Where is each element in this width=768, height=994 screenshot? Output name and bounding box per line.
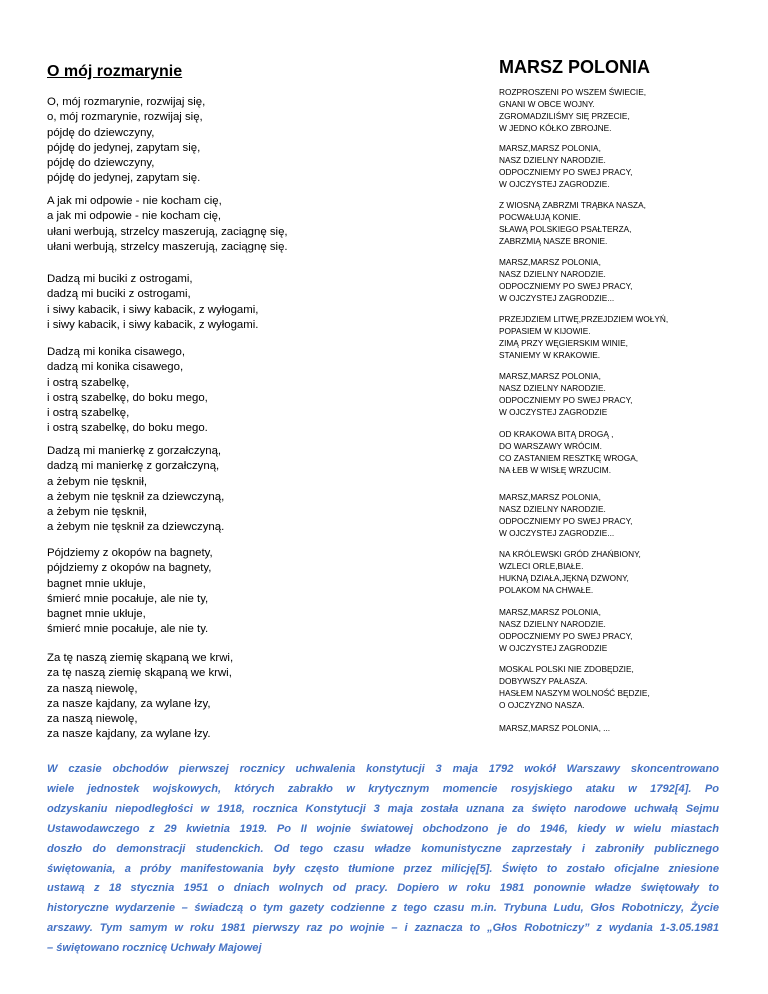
lyric-line: i siwy kabacik, i siwy kabacik, z wyłogami, [47, 303, 259, 316]
stanza [47, 272, 258, 333]
lyric-line: ODPOCZNIEMY PO SWEJ PRACY, [499, 630, 633, 641]
history-line: ustawą z 18 stycznia 1951 o dniach wolnych od pracy. Dopiero w roku 1981 ponownie władze świętowały to [47, 882, 719, 895]
stanza [47, 651, 233, 743]
lyric-line: Za tę naszą ziemię skąpaną we krwi, [47, 652, 234, 664]
lyric-line: HASŁEM NASZYM WOLNOŚĆ BĘDZIE, [499, 687, 650, 698]
lyric-line: PRZEJDZIEM LITWĘ,PRZEJDZIEM WOŁYŃ, [499, 314, 669, 324]
lyric-line: NA ŁEB W WISŁĘ WRZUCIM. [499, 464, 612, 475]
history-line: wiele jednostek wojskowych, których zabrakło w krytycznym momencie rosyjskiego ataku w 1792[4]. Po [47, 782, 719, 795]
lyric-line: MARSZ,MARSZ POLONIA, [499, 257, 601, 267]
lyric-line: WZLECI ORLE,BIAŁE. [499, 560, 584, 571]
lyric-line: Dadzą mi konika cisawego, [47, 346, 186, 358]
lyric-line: HUKNĄ DZIAŁA,JĘKNĄ DZWONY, [499, 572, 629, 583]
lyric-line: CO ZASTANIEM RESZTKĘ WROGA, [499, 452, 639, 463]
lyric-line: W OJCZYSTEJ ZAGRODZIE... [499, 292, 615, 303]
lyric-line: a jak mi odpowie - nie kocham cię, [47, 210, 222, 223]
lyric-line: pójdę do dziewczyny, [47, 126, 155, 139]
history-line: świętowania, a próby manifestowania były często tłumione przez milicję[5]. Święto to zostało oficjalne zniesione [47, 862, 719, 875]
lyric-line: ODPOCZNIEMY PO SWEJ PRACY, [499, 166, 633, 177]
lyric-line: NASZ DZIELNY NARODZIE. [499, 503, 606, 514]
lyric-line: dadzą mi buciki z ostrogami, [47, 288, 191, 301]
lyric-line: GNANI W OBCE WOJNY. [499, 98, 595, 109]
stanza [47, 194, 288, 255]
stanza [499, 200, 646, 248]
lyric-line: a żebym nie tęsknił za dziewczyną. [47, 521, 225, 534]
lyric-line: i siwy kabacik, i siwy kabacik, z wyłogami. [47, 318, 259, 331]
history-line: Ustawodawczego z 29 kwietnia 1919. Po II wojnie światowej obchodzono je do 1946, kiedy w wielu miastach [47, 822, 719, 835]
lyric-line: MARSZ,MARSZ POLONIA, [499, 371, 601, 381]
lyric-line: ułani werbują, strzelcy maszerują, zaciągnę się, [47, 225, 288, 238]
history-line: – świętowano rocznicę Uchwały Majowej [47, 942, 262, 955]
lyric-line: Dadzą mi buciki z ostrogami, [47, 273, 193, 285]
song-title-rozmarynie: O mój rozmarynie [47, 63, 183, 80]
lyric-line: Z WIOSNĄ ZABRZMI TRĄBKA NASZA, [499, 200, 646, 210]
lyric-line: W JEDNO KÓŁKO ZBROJNE. [499, 122, 612, 133]
lyric-line: pójdę do jedynej, zapytam się. [47, 172, 201, 185]
lyric-line: za naszą niewolę, [47, 682, 138, 695]
lyric-line: NA KRÓLEWSKI GRÓD ZHAŃBIONY, [499, 549, 641, 559]
history-line: W czasie obchodów pierwszej rocznicy uchwalenia konstytucji 3 maja 1792 wokół Warszawy skoncentrowano [47, 763, 719, 775]
stanza [499, 143, 632, 191]
lyric-line: ZABRZMIĄ NASZE BRONIE. [499, 235, 608, 246]
history-line: arszawy. Tym samym w roku 1981 pierwszy raz po wojnie – i zaznacza to „Głos Robotniczy” z wydania 1-3.05.1981 [47, 922, 719, 935]
lyric-line: a żebym nie tęsknił za dziewczyną, [47, 490, 225, 503]
lyric-line: POLAKOM NA CHWAŁE. [499, 584, 594, 595]
lyric-line: ROZPROSZENI PO WSZEM ŚWIECIE, [499, 87, 647, 97]
lyric-line: POCWAŁUJĄ KONIE. [499, 211, 581, 222]
lyric-line: DO WARSZAWY WRÓCIM. [499, 440, 602, 451]
lyric-line: W OJCZYSTEJ ZAGRODZIE... [499, 527, 615, 538]
stanza [499, 492, 632, 540]
lyric-line: ODPOCZNIEMY PO SWEJ PRACY, [499, 515, 633, 526]
lyric-line: i ostrą szabelkę, [47, 407, 130, 420]
lyric-line: POPASIEM W KIJOWIE. [499, 325, 591, 336]
lyric-line: i ostrą szabelkę, [47, 376, 130, 389]
history-line: historyczne wydarzenie – świadczą o tym gazety codzienne z tego czasu m.in. Trybuna Ludu, Głos Robotniczy, Życie [47, 902, 719, 915]
stanza [499, 87, 646, 135]
stanza [499, 723, 610, 735]
lyric-line: i ostrą szabelkę, do boku mego, [47, 391, 208, 404]
stanza [47, 444, 224, 536]
stanza [499, 664, 650, 712]
lyric-line: za nasze kajdany, za wylane łzy. [47, 728, 211, 741]
lyric-line: ODPOCZNIEMY PO SWEJ PRACY, [499, 394, 633, 405]
stanza [499, 371, 632, 419]
lyric-line: W OJCZYSTEJ ZAGRODZIE. [499, 178, 610, 189]
stanza [47, 95, 205, 187]
lyric-line: bagnet mnie ukłuje, [47, 577, 146, 590]
lyric-line: a żebym nie tęsknił, [47, 475, 148, 488]
lyric-line: O OJCZYZNO NASZA. [499, 699, 585, 710]
lyric-line: MOSKAL POLSKI NIE ZDOBĘDZIE, [499, 664, 634, 674]
lyric-line: bagnet mnie ukłuje, [47, 608, 146, 621]
lyric-line: a żebym nie tęsknił, [47, 506, 148, 519]
lyric-line: NASZ DZIELNY NARODZIE. [499, 382, 606, 393]
lyric-line: W OJCZYSTEJ ZAGRODZIE [499, 642, 608, 653]
history-line: doszło do demonstracji studenckich. Od tego czasu władze komunistyczne zaprzestały i zabroniły publicznego [47, 842, 719, 855]
stanza [499, 314, 668, 362]
stanza [499, 429, 638, 477]
lyric-line: ODPOCZNIEMY PO SWEJ PRACY, [499, 280, 633, 291]
lyric-line: O, mój rozmarynie, rozwijaj się, [47, 96, 206, 108]
lyric-line: śmierć mnie pocałuje, ale nie ty. [47, 623, 209, 636]
lyric-line: W OJCZYSTEJ ZAGRODZIE [499, 406, 608, 417]
lyric-line: MARSZ,MARSZ POLONIA, ... [499, 723, 611, 733]
lyric-line: dadzą mi konika cisawego, [47, 361, 184, 374]
lyric-line: za naszą niewolę, [47, 713, 138, 726]
stanza [499, 549, 641, 597]
lyric-line: pójdę do jedynej, zapytam się, [47, 141, 201, 154]
lyric-line: NASZ DZIELNY NARODZIE. [499, 154, 606, 165]
lyric-line: STANIEMY W KRAKOWIE. [499, 349, 601, 360]
lyric-line: za tę naszą ziemię skąpaną we krwi, [47, 667, 232, 680]
stanza [499, 257, 632, 305]
lyric-line: ZGROMADZILIŚMY SIĘ PRZECIE, [499, 110, 630, 121]
lyric-line: ZIMĄ PRZY WĘGIERSKIM WINIE, [499, 337, 628, 348]
stanza [499, 607, 632, 655]
lyric-line: pójdziemy z okopów na bagnety, [47, 562, 212, 575]
lyric-line: ułani werbują, strzelcy maszerują, zaciągnę się. [47, 240, 288, 253]
lyric-line: śmierć mnie pocałuje, ale nie ty, [47, 592, 209, 605]
lyric-line: MARSZ,MARSZ POLONIA, [499, 492, 601, 502]
lyric-line: A jak mi odpowie - nie kocham cię, [47, 195, 222, 207]
lyric-line: MARSZ,MARSZ POLONIA, [499, 607, 601, 617]
lyric-line: i ostrą szabelkę, do boku mego. [47, 422, 208, 435]
lyric-line: dadzą mi manierkę z gorzałczyną, [47, 460, 220, 473]
lyric-line: o, mój rozmarynie, rozwijaj się, [47, 111, 203, 124]
lyric-line: MARSZ,MARSZ POLONIA, [499, 143, 601, 153]
lyric-line: OD KRAKOWA BITĄ DROGĄ , [499, 429, 614, 439]
stanza [47, 546, 213, 638]
lyric-line: NASZ DZIELNY NARODZIE. [499, 618, 606, 629]
lyric-line: SŁAWĄ POLSKIEGO PSAŁTERZA, [499, 223, 632, 234]
history-note [47, 760, 719, 959]
lyric-line: za nasze kajdany, za wylane łzy, [47, 697, 211, 710]
history-line: odzyskaniu niepodległości w 1918, rocznica Konstytucji 3 maja została uznana za święto narodowe uchwałą Sejmu [47, 802, 719, 815]
lyric-line: DOBYWSZY PAŁASZA. [499, 675, 588, 686]
lyric-line: NASZ DZIELNY NARODZIE. [499, 268, 606, 279]
song-title-marsz-polonia: MARSZ POLONIA [499, 57, 650, 77]
lyric-line: pójdę do dziewczyny, [47, 157, 155, 170]
lyric-line: Pójdziemy z okopów na bagnety, [47, 547, 213, 559]
stanza [47, 345, 208, 437]
lyric-line: Dadzą mi manierkę z gorzałczyną, [47, 445, 222, 457]
